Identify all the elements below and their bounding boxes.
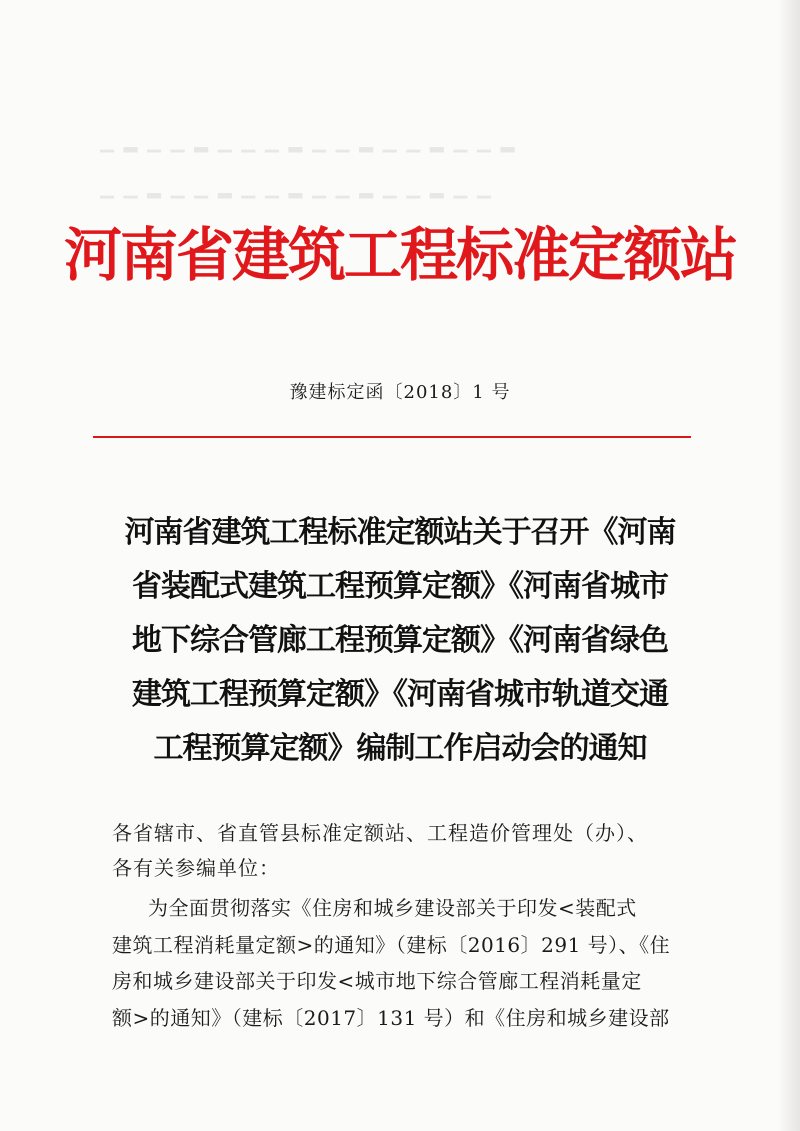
title-line: 地下综合管廊工程预算定额》《河南省绿色 [132, 623, 668, 658]
issuer-masthead: 河南省建筑工程标准定额站 [63, 221, 736, 289]
body-line: 房和城乡建设部关于印发<城市地下综合管廊工程消耗量定 [112, 969, 642, 993]
document-title [96, 506, 704, 776]
body-line: 建筑工程消耗量定额>的通知》（建标〔2016〕291 号）、《住 [112, 932, 671, 957]
title-line: 工程预算定额》编制工作启动会的通知 [153, 731, 647, 766]
body-line: 为全面贯彻落实《住房和城乡建设部关于印发<装配式 [148, 896, 637, 920]
page-edge-shadow [778, 0, 800, 1131]
bleed-through-decoration: ▁ ▂ ▁ ▁ ▂ ▁ ▁ ▁ ▂ ▁ ▁ ▂ ▁ ▁ ▂ ▁ ▁ ▂ [100, 132, 517, 153]
body-paragraph [112, 890, 692, 1036]
red-divider-line [93, 436, 691, 438]
title-line: 省装配式建筑工程预算定额》《河南省城市 [132, 569, 668, 604]
salutation-line: 各有关参编单位： [112, 856, 280, 880]
title-line: 河南省建筑工程标准定额站关于召开《河南 [124, 515, 676, 550]
addressee-salutation [112, 816, 692, 886]
bleed-through-decoration: ▁ ▁ ▂ ▁ ▁ ▂ ▁ ▁ ▂ ▁ ▁ ▂ ▁ ▁ ▂ ▁ ▁ [100, 178, 493, 199]
body-line: 额>的通知》（建标〔2017〕131 号）和《住房和城乡建设部 [112, 1005, 670, 1030]
title-line: 建筑工程预算定额》《河南省城市轨道交通 [132, 677, 668, 712]
document-number: 豫建标定函〔2018〕1 号 [289, 382, 511, 403]
salutation-line: 各省辖市、省直管县标准定额站、工程造价管理处（办）、 [112, 821, 648, 845]
